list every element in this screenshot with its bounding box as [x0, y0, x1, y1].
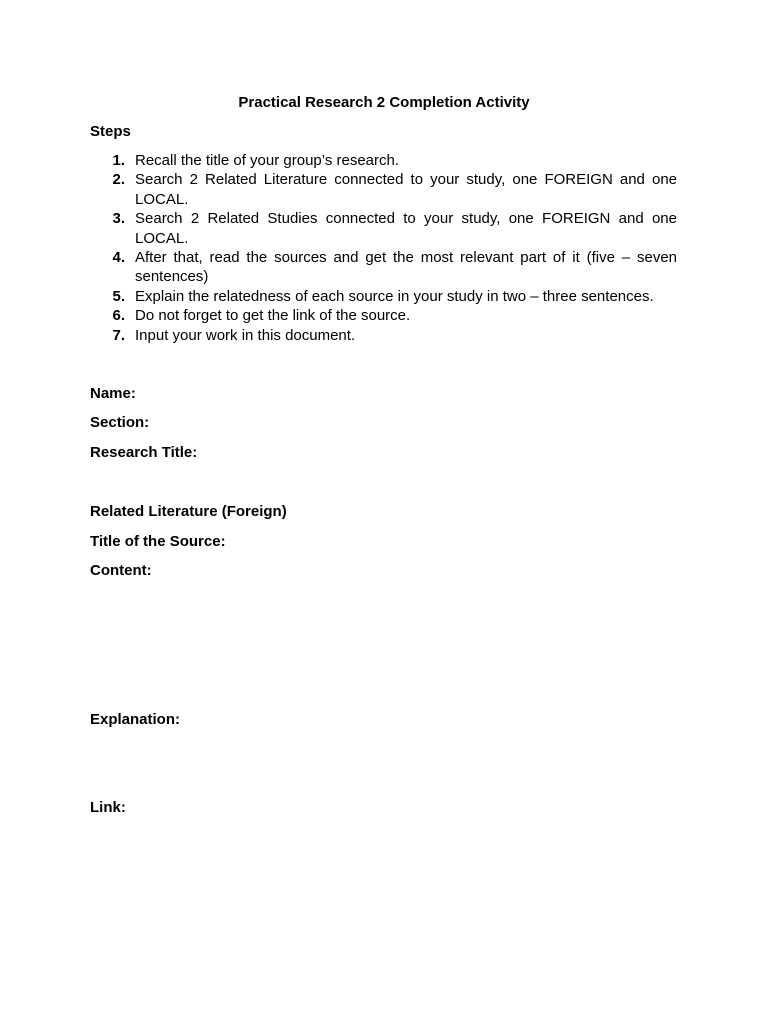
- source-title-label: Title of the Source:: [90, 533, 226, 550]
- step-number: 1.: [112, 152, 125, 169]
- step-number: 3.: [112, 210, 125, 228]
- name-label: Name:: [90, 385, 136, 402]
- list-item: [90, 209, 677, 248]
- step-text: Input your work in this document.: [135, 326, 356, 344]
- research-title-label: Research Title:: [90, 444, 198, 461]
- step-text: Search 2 Related Studies connected to your study, one FOREIGN and one LOCAL.: [135, 210, 677, 247]
- step-text: After that, read the sources and get the most relevant part of it (five – seven sentences): [135, 249, 677, 286]
- step-text: Explain the relatedness of each source in your study in two – three sentences.: [135, 287, 654, 305]
- related-literature-heading: Related Literature (Foreign): [90, 503, 287, 520]
- list-item: [90, 151, 677, 170]
- steps-heading: Steps: [90, 123, 131, 140]
- content-label: Content:: [90, 562, 152, 579]
- list-item: [90, 170, 677, 209]
- section-label: Section:: [90, 414, 150, 431]
- document-title: Practical Research 2 Completion Activity: [238, 94, 530, 111]
- list-item: [90, 248, 677, 287]
- list-item: [90, 306, 677, 325]
- list-item: [90, 287, 677, 306]
- step-number: 2.: [112, 171, 125, 189]
- step-text: Do not forget to get the link of the source.: [135, 307, 411, 325]
- step-number: 4.: [112, 249, 125, 267]
- list-item: [90, 326, 677, 345]
- explanation-label: Explanation:: [90, 711, 181, 728]
- step-number: 7.: [112, 326, 125, 344]
- step-number: 6.: [112, 307, 125, 325]
- link-label: Link:: [90, 799, 126, 816]
- step-text: Search 2 Related Literature connected to your study, one FOREIGN and one LOCAL.: [135, 171, 677, 208]
- step-number: 5.: [112, 287, 125, 305]
- step-text: Recall the title of your group’s research.: [135, 152, 400, 169]
- steps-list: [90, 151, 677, 345]
